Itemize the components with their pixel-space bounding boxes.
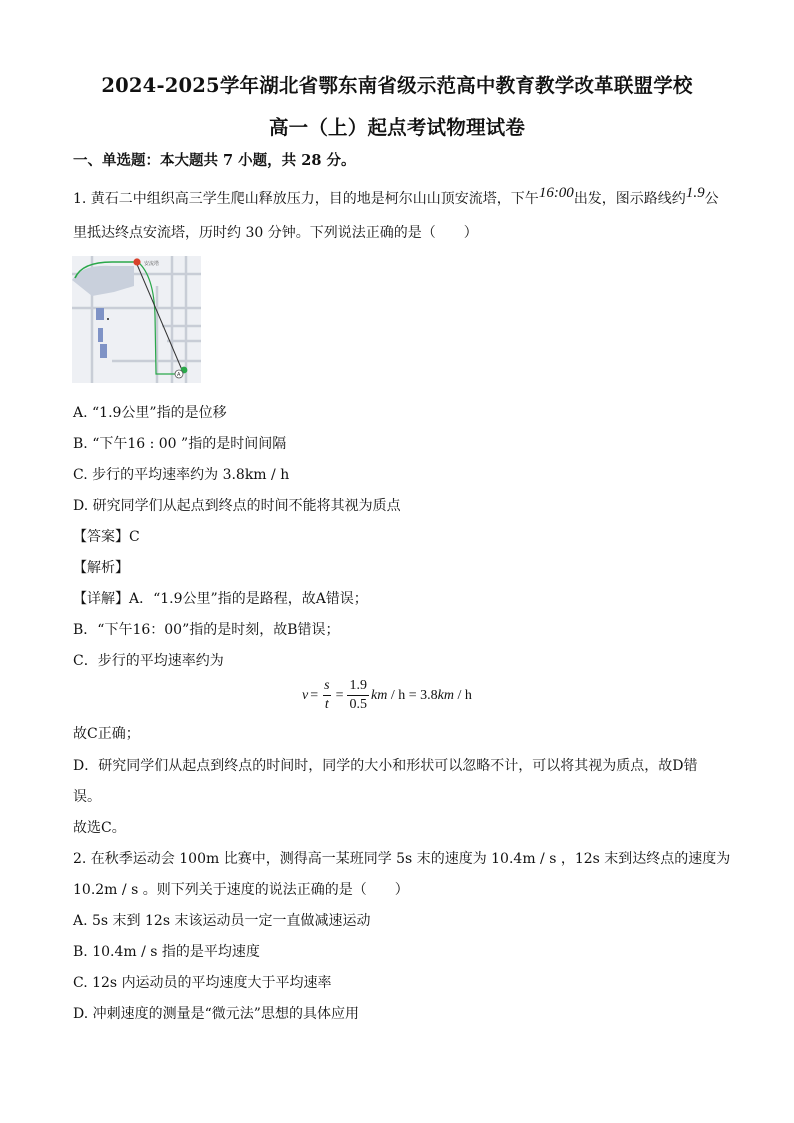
formula-distance: 1.9 <box>349 678 367 693</box>
q1-stem-part-c: 公 <box>704 191 719 207</box>
formula-lhs: v <box>302 687 309 703</box>
formula-unit-km-2: km <box>437 687 454 703</box>
formula-unit-km-1: km <box>370 687 388 703</box>
q1-conclusion: 故选C。 <box>73 820 126 836</box>
q1-stem-line2: 里抵达终点安流塔，历时约 30 分钟。下列说法正确的是（ ） <box>73 225 478 241</box>
map-water-2 <box>98 328 103 342</box>
q1-c-correct: 故C正确； <box>73 726 140 742</box>
q1-detail-b: B．“下午16：00”指的是时刻，故B错误； <box>73 622 340 638</box>
speed-formula <box>302 678 472 713</box>
q1-option-c: C. 步行的平均速率约为 3.8km / h <box>73 467 290 483</box>
formula-eq1: = <box>310 687 319 703</box>
formula-fraction-values <box>347 678 369 713</box>
q1-analysis-label: 【解析】 <box>73 560 129 576</box>
q1-detail-c: C．步行的平均速率约为 <box>73 653 224 669</box>
q2-option-d: D. 冲刺速度的测量是“微元法”思想的具体应用 <box>73 1006 359 1022</box>
q1-stem-line1 <box>73 185 719 208</box>
destination-marker-icon <box>133 258 140 265</box>
q2-stem-line2: 10.2m / s 。则下列关于速度的说法正确的是（ ） <box>73 882 409 898</box>
map-dot <box>107 318 109 320</box>
map-water-1 <box>96 308 104 320</box>
formula-eq2: = <box>335 687 344 703</box>
q2-option-c: C. 12s 内运动员的平均速度大于平均速率 <box>73 975 332 991</box>
formula-unit-rest-2: / h <box>453 687 472 703</box>
section-heading: 一、单选题：本大题共 7 小题，共 28 分。 <box>73 152 356 169</box>
map-destination-label: 安流塔 <box>144 261 160 267</box>
q1-stem-time: 16:00 <box>538 185 574 201</box>
q1-option-a: A. “1.9公里”指的是位移 <box>73 405 227 421</box>
q1-answer: 【答案】C <box>73 529 140 545</box>
formula-t: t <box>324 697 329 712</box>
q1-option-d: D. 研究同学们从起点到终点的时间不能将其视为质点 <box>73 498 401 514</box>
formula-s: s <box>324 678 330 693</box>
exam-title-line1: 2024-2025学年湖北省鄂东南省级示范高中教育教学改革联盟学校 <box>101 74 693 97</box>
route-map-image <box>72 256 201 383</box>
q1-detail-a: 【详解】A．“1.9公里”指的是路程，故A错误； <box>73 591 368 607</box>
map-water-3 <box>100 344 107 358</box>
map-start-label: A <box>177 372 181 378</box>
q1-stem-distance: 1.9 <box>685 185 705 201</box>
q2-option-b: B. 10.4m / s 指的是平均速度 <box>73 944 260 960</box>
q1-detail-d-line1: D．研究同学们从起点到终点的时间时，同学的大小和形状可以忽略不计，可以将其视为质点，故D错 <box>73 758 698 774</box>
q2-stem-line1: 2. 在秋季运动会 100m 比赛中，测得高一某班同学 5s 末的速度为 10.4m / s ，12s 末到达终点的速度为 <box>73 851 731 867</box>
q1-stem-part-a: 1. 黄石二中组织高三学生爬山释放压力，目的地是柯尔山山顶安流塔，下午 <box>73 191 539 207</box>
exam-title-line2: 高一（上）起点考试物理试卷 <box>268 116 526 139</box>
q1-option-b: B. “下午16 : 00 ”指的是时间间隔 <box>73 436 287 452</box>
formula-fraction-st <box>322 678 331 713</box>
q1-stem-part-b: 出发，图示路线约 <box>573 191 686 207</box>
formula-time: 0.5 <box>349 697 367 712</box>
formula-unit-rest-1: / h = 3.8 <box>387 687 438 703</box>
q2-option-a: A. 5s 末到 12s 末该运动员一定一直做减速运动 <box>73 913 371 929</box>
q1-detail-d-line2: 误。 <box>73 789 101 805</box>
